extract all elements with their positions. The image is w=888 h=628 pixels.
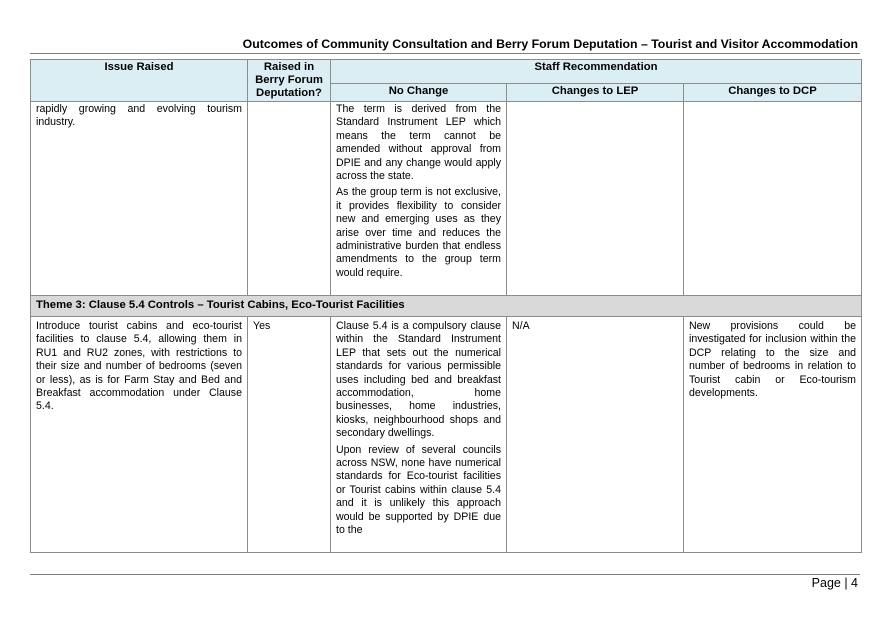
cell-no-change	[331, 317, 507, 553]
theme-row	[31, 296, 862, 317]
cell-raised: Yes	[248, 317, 331, 553]
header-no-change: No Change	[331, 83, 507, 101]
theme-heading: Theme 3: Clause 5.4 Controls – Tourist Cabins, Eco-Tourist Facilities	[31, 296, 862, 317]
no-change-paragraph: Clause 5.4 is a compulsory clause within the Standard Instrument LEP that sets out the numerical standards for various permissible uses including bed and breakfast accommodation, home businesses, home industries, kiosks, neighbourhood shops and secondary dwellings.	[336, 320, 501, 440]
cell-raised	[248, 102, 331, 296]
table-row	[31, 102, 862, 296]
cell-no-change	[331, 102, 507, 296]
page-number: Page | 4	[811, 576, 858, 590]
page-title: Outcomes of Community Consultation and Berry Forum Deputation – Tourist and Visitor Accommodation	[242, 37, 858, 51]
no-change-paragraph: The term is derived from the Standard Instrument LEP which means the term cannot be amended without approval from DPIE and any change would apply across the state.	[336, 103, 501, 183]
header-changes-to-dcp: Changes to DCP	[684, 83, 862, 101]
cell-dcp: New provisions could be investigated for inclusion within the DCP relating to the size and number of bedrooms in relation to Tourist cabin or Eco-tourism developments.	[684, 317, 862, 553]
cell-lep: N/A	[507, 317, 684, 553]
cell-lep	[507, 102, 684, 296]
cell-issue: Introduce tourist cabins and eco-tourist facilities to clause 5.4, allowing them in RU1 and RU2 zones, with restrictions to their size and number of bedrooms (seven or less), as is for Farm Stay and Bed and Breakfast accommodation under Clause 5.4.	[31, 317, 248, 553]
no-change-paragraph: As the group term is not exclusive, it provides flexibility to consider new and emerging uses as they arise over time and reduces the administrative burden that endless amendments to the group term would require.	[336, 186, 501, 279]
header-issue-raised: Issue Raised	[31, 60, 248, 102]
cell-issue: rapidly growing and evolving tourism industry.	[31, 102, 248, 296]
header-raised-in-berry-forum: Raised in Berry Forum Deputation?	[248, 60, 331, 102]
header-changes-to-lep: Changes to LEP	[507, 83, 684, 101]
cell-dcp	[684, 102, 862, 296]
table-row	[31, 317, 862, 553]
no-change-paragraph: Upon review of several councils across NSW, none have numerical standards for Eco-tourist facilities or Tourist cabins within clause 5.4 and it is unlikely this approach would be supported by DPIE due to the	[336, 443, 501, 537]
header-staff-recommendation: Staff Recommendation	[331, 60, 862, 84]
header-divider	[30, 53, 860, 54]
footer-divider	[30, 574, 860, 575]
recommendations-table	[30, 59, 862, 553]
